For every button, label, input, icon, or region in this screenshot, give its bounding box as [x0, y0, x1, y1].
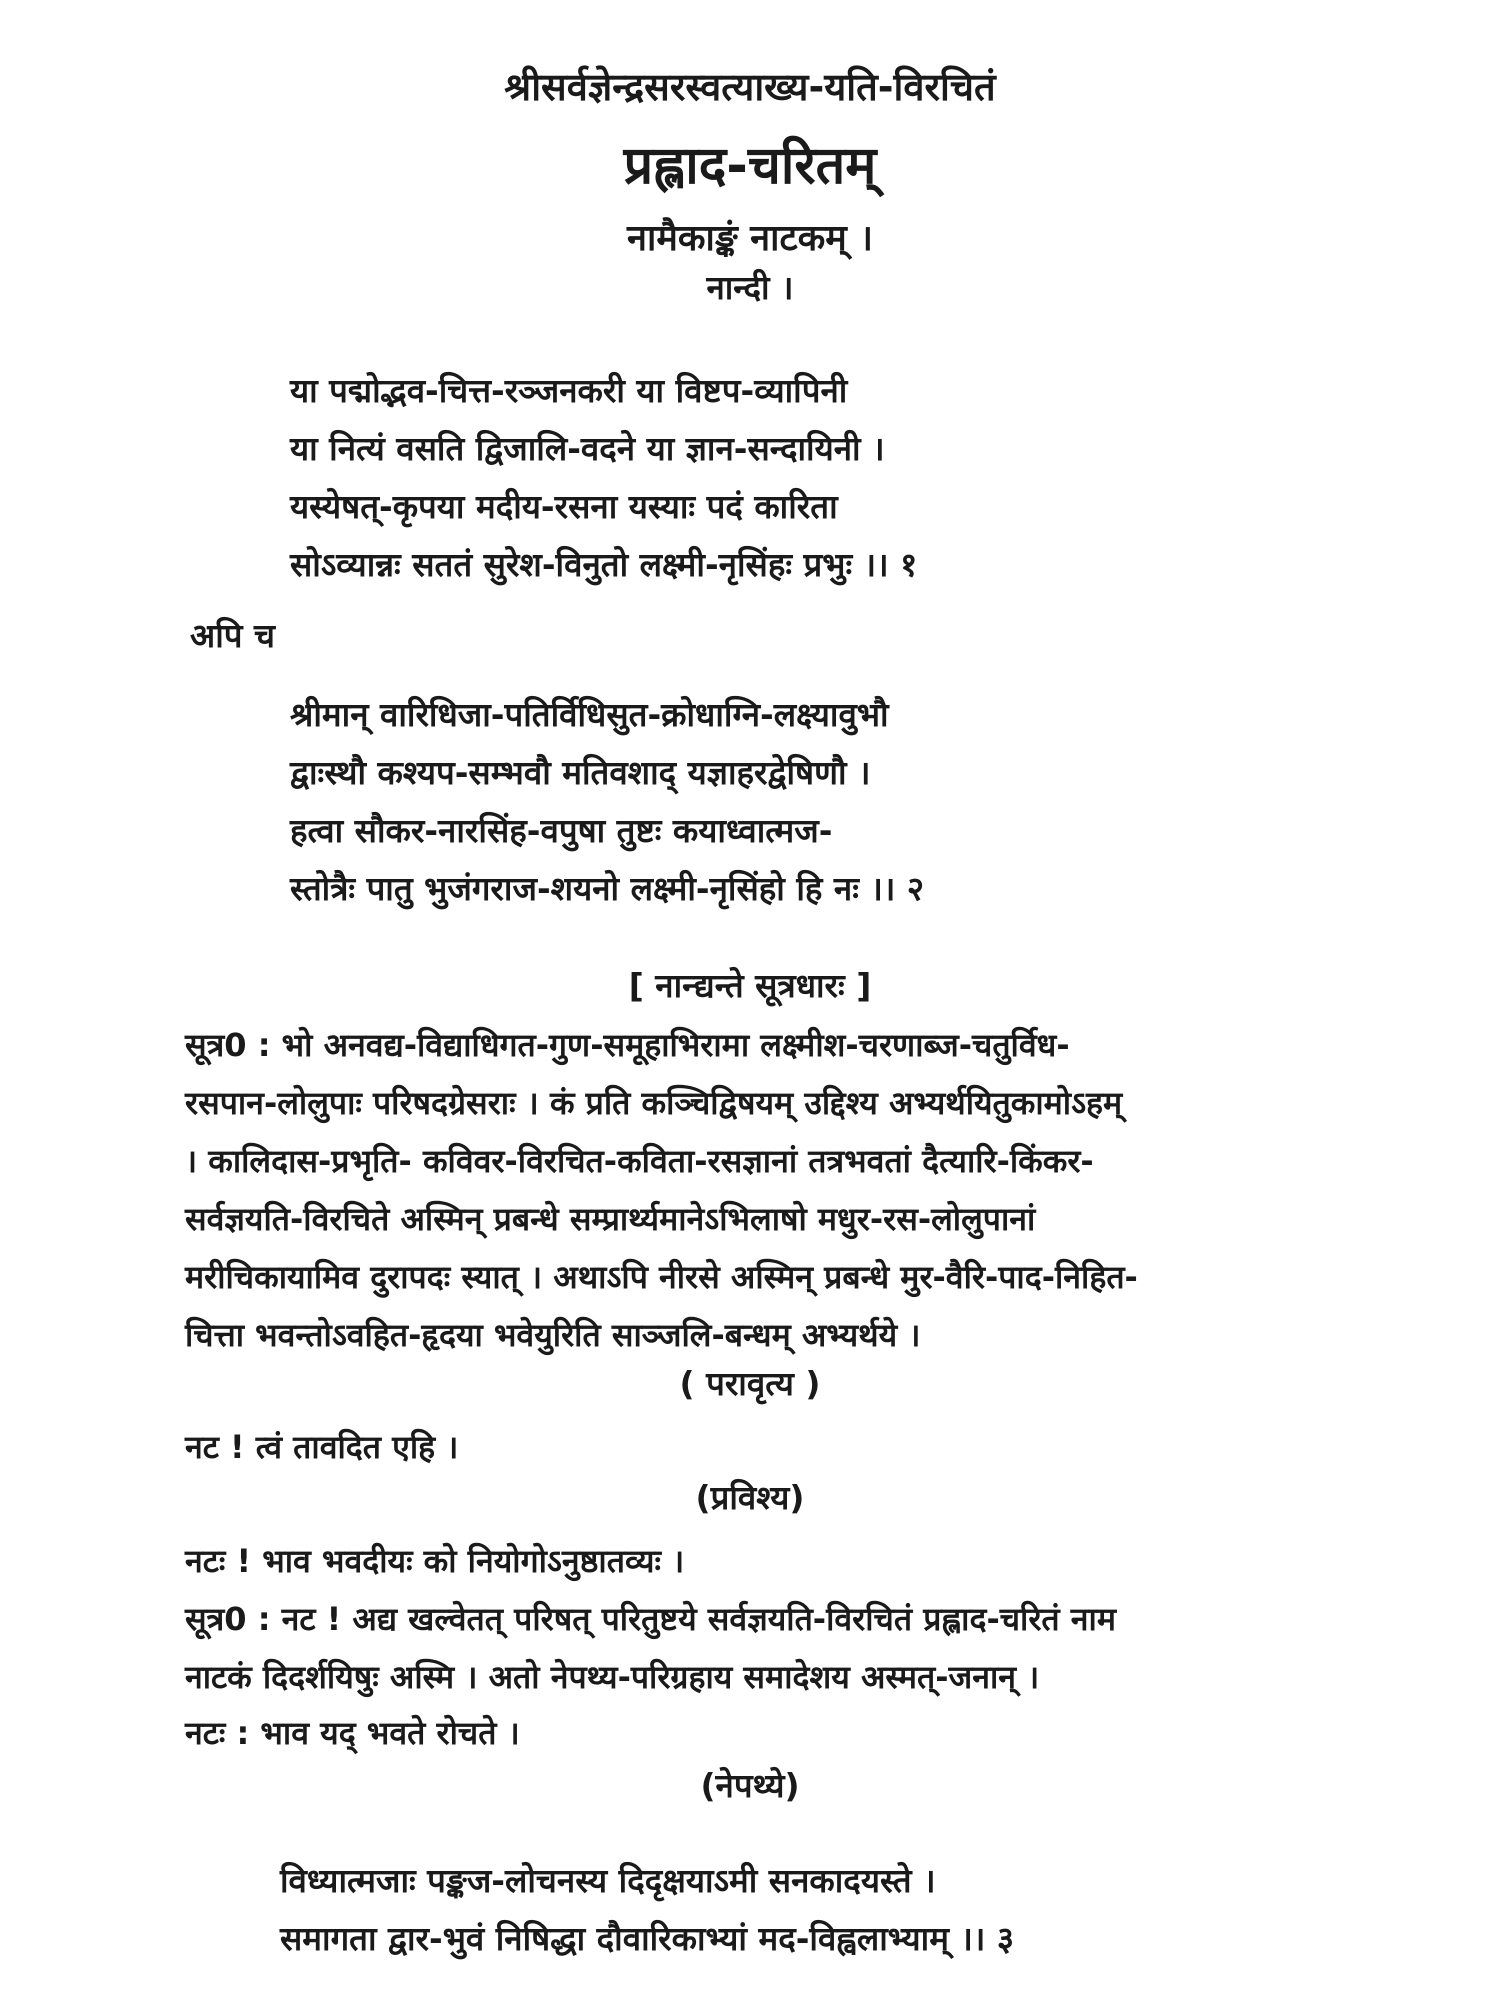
nata-speech-1: नटः ! भाव भवदीयः को नियोगोऽनुष्ठातव्यः ।: [185, 1542, 685, 1580]
verse-2-line: स्तोत्रैः पातु भुजंगराज-शयनो लक्ष्मी-नृसिंहो हि नः ।। २: [290, 869, 925, 908]
verse-2-line: द्वाःस्थौ कश्यप-सम्भवौ मतिवशाद् यज्ञाहरद्वेषिणौ ।: [290, 753, 871, 792]
verse-2-line: श्रीमान् वारिधिजा-पतिर्विधिसुत-क्रोधाग्नि-लक्ष्यावुभौ: [290, 695, 889, 734]
verse-2-line: हत्वा सौकर-नारसिंह-वपुषा तुष्टः कयाध्वात्मज-: [290, 811, 833, 850]
verse-1: [290, 362, 1290, 594]
verse-3: [280, 1852, 1280, 1968]
verse-1-line: या नित्यं वसति द्विजालि-वदने या ज्ञान-सन्दायिनी ।: [290, 429, 885, 468]
speech-line: रसपान-लोलुपाः परिषदग्रेसराः । कं प्रति कञ्चिद्विषयम् उद्दिश्य अभ्यर्थयितुकामोऽहम्: [185, 1084, 1123, 1122]
author-line: श्रीसर्वज्ञेन्द्रसरस्वत्याख्य-यति-विरचितं: [504, 65, 996, 109]
sutradhara-speech-2: नट ! त्वं तावदित एहि ।: [185, 1428, 459, 1466]
verse-2: [290, 686, 1290, 918]
verse-3-line: विध्यात्मजाः पङ्कज-लोचनस्य दिदृक्षयाऽमी सनकादयस्ते ।: [280, 1861, 936, 1900]
stage-direction: [ नान्द्यन्ते सूत्रधारः ]: [628, 966, 872, 1005]
speech-line: सर्वज्ञयति-विरचिते अस्मिन् प्रबन्धे सम्प्रार्थ्यमानेऽभिलाषो मधुर-रस-लोलुपानां: [185, 1200, 1036, 1238]
page-title: प्रह्लाद-चरितम्: [623, 136, 877, 196]
speech-line: नाटकं दिदर्शयिषुः अस्मि । अतो नेपथ्य-परिग्रहाय समादेशय अस्मत्-जनान् ।: [185, 1658, 1040, 1696]
subtitle: नामैकाङ्कं नाटकम् ।: [627, 218, 873, 259]
speech-line: । कालिदास-प्रभृति- कविवर-विरचित-कविता-रसज्ञानां तत्रभवतां दैत्यारि-किंकर-: [185, 1142, 1094, 1180]
verse-1-line: या पद्मोद्भव-चित्त-रञ्जनकरी या विष्टप-व्यापिनी: [290, 371, 848, 410]
stage-direction: (नेपथ्ये): [700, 1766, 800, 1805]
api-ca-label: अपि च: [190, 616, 275, 655]
speech-line: मरीचिकायामिव दुरापदः स्यात् । अथाऽपि नीरसे अस्मिन् प्रबन्धे मुर-वैरि-पाद-निहित-: [185, 1258, 1138, 1296]
speech-line: चित्ता भवन्तोऽवहित-हृदया भवेयुरिति साञ्जलि-बन्धम् अभ्यर्थये ।: [185, 1316, 921, 1354]
stage-direction: ( परावृत्य ): [679, 1364, 821, 1403]
sutradhara-speech-3: [185, 1590, 1365, 1706]
verse-3-line: समागता द्वार-भुवं निषिद्धा दौवारिकाभ्यां मद-विह्वलाभ्याम् ।। ३: [280, 1919, 1015, 1958]
verse-1-line: सोऽव्यान्नः सततं सुरेश-विनुतो लक्ष्मी-नृसिंहः प्रभुः ।। १: [290, 545, 918, 584]
verse-1-line: यस्येषत्-कृपया मदीय-रसना यस्याः पदं कारिता: [290, 487, 838, 526]
stage-direction: (प्रविश्य): [695, 1478, 805, 1517]
nata-speech-2: नटः : भाव यद् भवते रोचते ।: [185, 1714, 520, 1752]
speech-line: सूत्र0 : नट ! अद्य खल्वेतत् परिषत् परितुष्टये सर्वज्ञयति-विरचितं प्रह्लाद-चरितं नाम: [185, 1600, 1116, 1638]
sutradhara-speech-1: [185, 1016, 1365, 1364]
nandi-heading: नान्दी ।: [706, 268, 794, 307]
speech-line: सूत्र0 : भो अनवद्य-विद्याधिगत-गुण-समूहाभिरामा लक्ष्मीश-चरणाब्ज-चतुर्विध-: [185, 1026, 1070, 1064]
